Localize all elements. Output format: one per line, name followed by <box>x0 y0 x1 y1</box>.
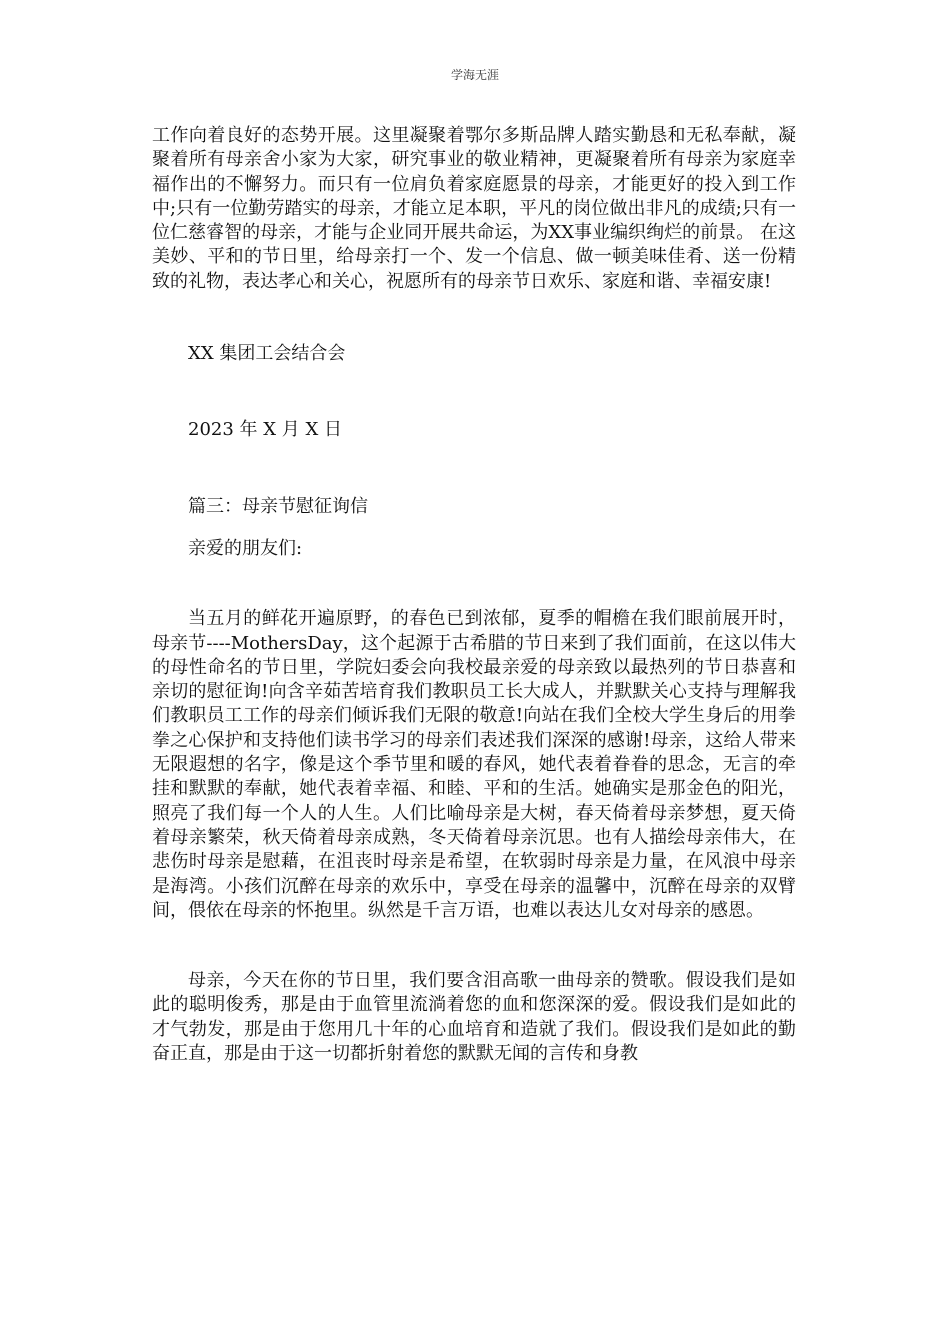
salutation: 亲爱的朋友们: <box>188 537 303 559</box>
paragraph-closing-remarks: 工作向着良好的态势开展。这里凝聚着鄂尔多斯品牌人踏实勤恳和无私奉献，凝聚着所有母亲舍小家为大家，研究事业的敬业精神，更凝聚着所有母亲为家庭幸福作出的不懈努力。而只有一位肩负着家庭愿景的母亲，才能更好的投入到工作中;只有一位勤劳踏实的母亲，才能立足本职，平凡的岗位做出非凡的成绩;只有一位仁慈睿智的母亲，才能与企业同开展共命运，为XX事业编织绚烂的前景。 在这美妙、平和的节日里，给母亲打一个、发一个信息、做一顿美味佳肴、送一份精致的礼物，表达孝心和关心，祝愿所有的母亲节日欢乐、家庭和谐、幸福安康! <box>152 125 796 292</box>
section-title: 篇三：母亲节慰征询信 <box>188 495 368 517</box>
signature-date: 2023 年 X 月 X 日 <box>188 419 343 441</box>
paragraph-mothers-praise: 母亲，今天在你的节日里，我们要含泪高歌一曲母亲的赞歌。假设我们是如此的聪明俊秀，那是由于血管里流淌着您的血和您深深的爱。假设我们是如此的才气勃发，那是由于您用几十年的心血培育和造就了我们。假设我们是如此的勤奋正直，那是由于这一切都折射着您的默默无闻的言传和身教 <box>152 970 796 1065</box>
document-body <box>152 124 796 1066</box>
signature-organization: XX 集团工会结合会 <box>188 343 346 365</box>
paragraph-mothers-day-greeting: 当五月的鲜花开遍原野，的春色已到浓郁，夏季的帽檐在我们眼前展开时，母亲节----MothersDay，这个起源于古希腊的节日来到了我们面前，在这以伟大的母性命名的节日里，学院妇委会向我校最亲爱的母亲致以最热列的节日恭喜和亲切的慰征询!向含辛茹苦培育我们教职员工长大成人，并默默关心支持与理解我们教职员工工作的母亲们倾诉我们无限的敬意!向站在我们全校大学生身后的用拳拳之心保护和支持他们读书学习的母亲们表述我们深深的感谢!母亲，这给人带来无限遐想的名字，像是这个季节里和暖的春风，她代表着眷眷的思念，无言的牵挂和默默的奉献，她代表着幸福、和睦、平和的生活。她确实是那金色的阳光，照亮了我们每一个人的人生。人们比喻母亲是大树，春天倚着母亲梦想，夏天倚着母亲繁荣，秋天倚着母亲成熟，冬天倚着母亲沉思。也有人描绘母亲伟大，在悲伤时母亲是慰藉，在沮丧时母亲是希望，在软弱时母亲是力量，在风浪中母亲是海湾。小孩们沉醉在母亲的欢乐中，享受在母亲的温馨中，沉醉在母亲的双臂间，偎依在母亲的怀抱里。纵然是千言万语，也难以表达儿女对母亲的感恩。 <box>152 608 796 921</box>
page-header: 学海无涯 <box>450 68 499 82</box>
